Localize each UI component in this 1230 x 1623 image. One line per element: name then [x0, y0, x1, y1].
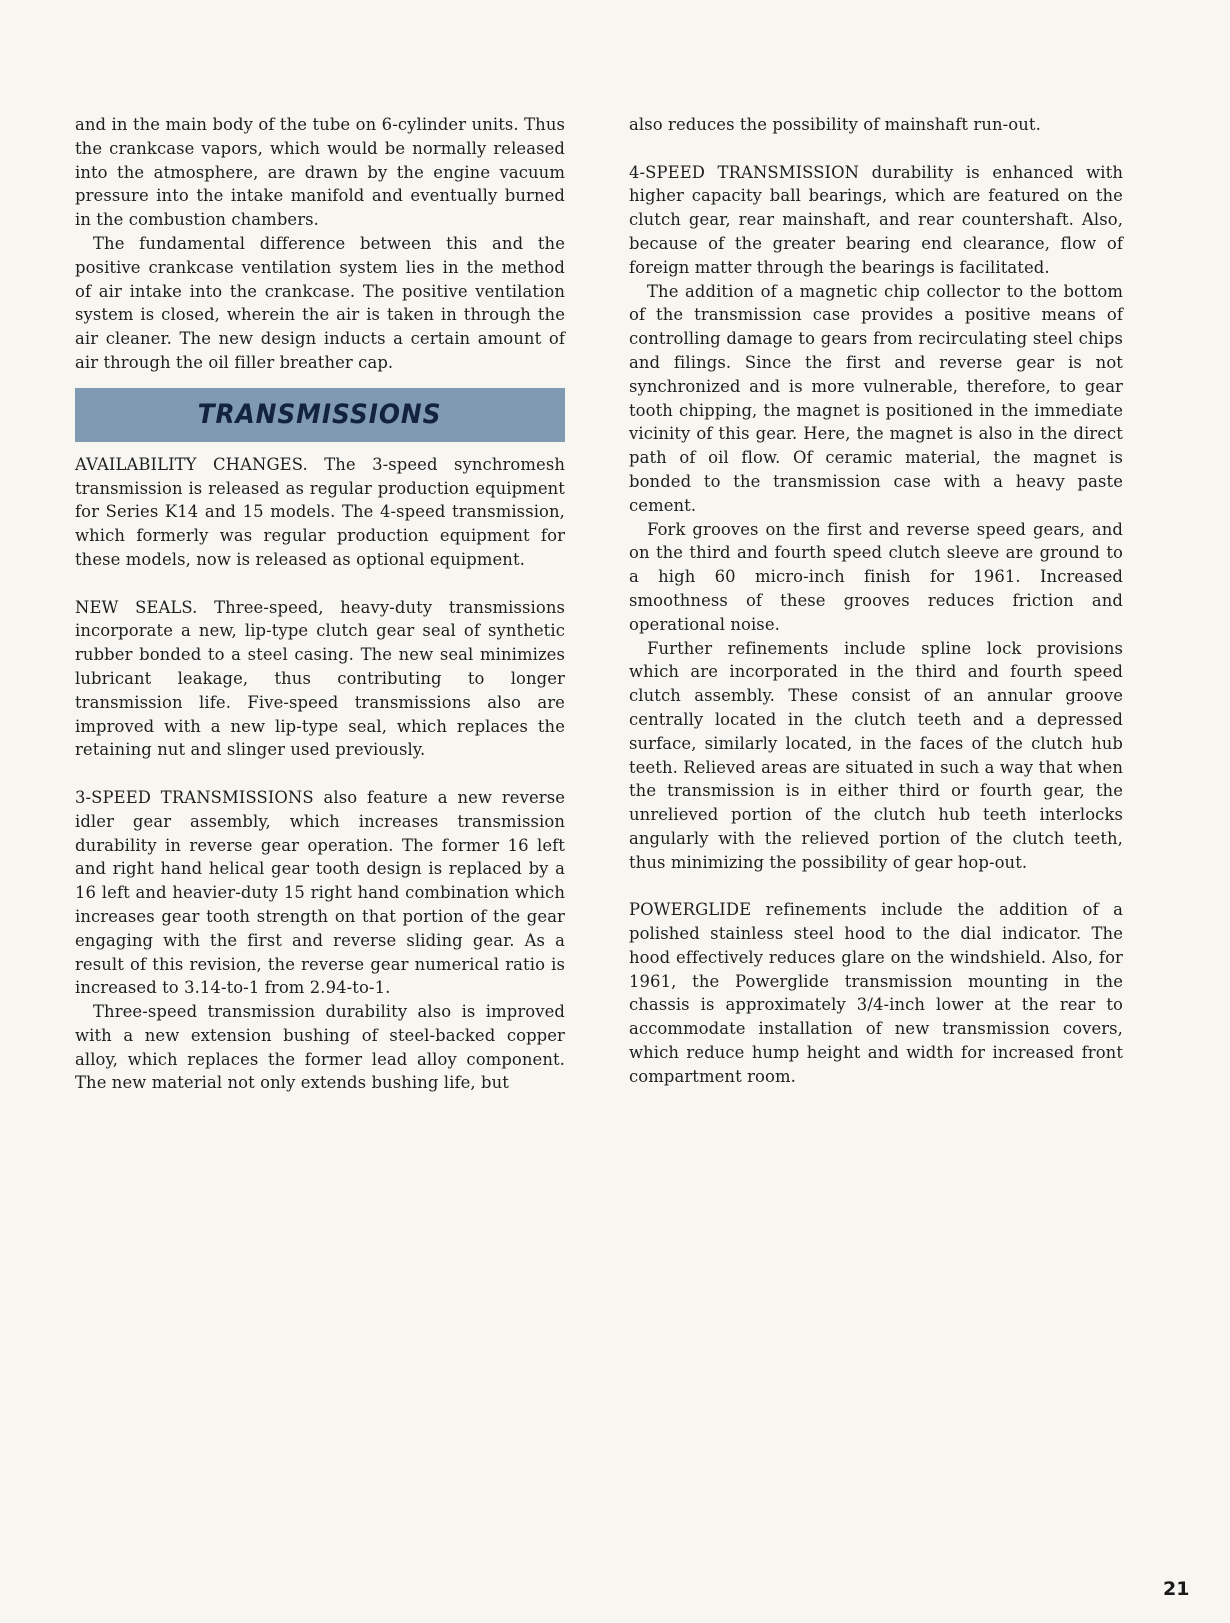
paragraph-mainshaft-runout: also reduces the possibility of mainshaft run-out.: [629, 115, 1041, 134]
paragraph-magnetic-chip-collector: The addition of a magnetic chip collector to the bottom of the transmission case provides a positive means of controlling damage to gears from recirculating steel chips and filings. Since the first and reverse gear is not synchronized and is more vulnerable, therefore, to gear tooth chipping, the magnet is positioned in the immediate vicinity of this gear. Here, the magnet is also in the direct path of oil flow. Of ceramic material, the magnet is bonded to the transmission case with a heavy paste cement.: [629, 281, 1123, 515]
paragraph-ventilation-difference: The fundamental difference between this and the positive crankcase ventilation system lies in the method of air intake into the crankcase. The positive ventilation system is closed, wherein the air is taken in through the air cleaner. The new design inducts a certain amount of air through the oil filler breather cap.: [75, 233, 565, 372]
left-column: [75, 113, 565, 1095]
page-number: 21: [1163, 1578, 1190, 1600]
paragraph-three-speed-durability: Three-speed transmission durability also is improved with a new extension bushing of steel-backed copper alloy, which replaces the former lead alloy component. The new material not only extends bushing life, but: [75, 1002, 565, 1093]
paragraph-3-speed-transmissions: 3-SPEED TRANSMISSIONS also feature a new reverse idler gear assembly, which increases transmission durability in reverse gear operation. The former 16 left and right hand helical gear tooth design is replaced by a 16 left and heavier-duty 15 right hand combination which increases gear tooth strength on that portion of the gear engaging with the first and reverse sliding gear. As a result of this revision, the reverse gear numerical ratio is increased to 3.14-to-1 from 2.94-to-1.: [75, 787, 565, 998]
paragraph-crankcase-vapors: and in the main body of the tube on 6-cylinder units. Thus the crankcase vapors, which would be normally released into the atmosphere, are drawn by the engine vacuum pressure into the intake manifold and eventually burned in the combustion chambers.: [75, 115, 565, 230]
right-column: [629, 113, 1123, 1089]
paragraph-availability-changes: AVAILABILITY CHANGES. The 3-speed synchromesh transmission is released as regular production equipment for Series K14 and 15 models. The 4-speed transmission, which formerly was regular production equipment for these models, now is released as optional equipment.: [75, 454, 565, 569]
section-heading-transmissions: TRANSMISSIONS: [198, 398, 442, 430]
paragraph-fork-grooves: Fork grooves on the first and reverse speed gears, and on the third and fourth speed clutch sleeve are ground to a high 60 micro-inch finish for 1961. Increased smoothness of these grooves reduces friction and operational noise.: [629, 519, 1123, 634]
paragraph-spline-lock: Further refinements include spline lock provisions which are incorporated in the third and fourth speed clutch assembly. These consist of an annular groove centrally located in the clutch teeth and a depressed surface, similarly located, in the faces of the clutch hub teeth. Relieved areas are situated in such a way that when the transmission is in either third or fourth gear, the unrelieved portion of the clutch hub teeth interlocks angularly with the relieved portion of the clutch teeth, thus minimizing the possibility of gear hop-out.: [629, 638, 1123, 872]
paragraph-4-speed-transmission: 4-SPEED TRANSMISSION durability is enhanced with higher capacity ball bearings, which are featured on the clutch gear, rear mainshaft, and rear countershaft. Also, because of the greater bearing end clearance, flow of foreign matter through the bearings is facilitated.: [629, 162, 1123, 277]
paragraph-powerglide: POWERGLIDE refinements include the addition of a polished stainless steel hood to the dial indicator. The hood effectively reduces glare on the windshield. Also, for 1961, the Powerglide transmission mounting in the chassis is approximately 3/4-inch lower at the rear to accommodate installation of new transmission covers, which reduce hump height and width for increased front compartment room.: [629, 900, 1123, 1086]
paragraph-new-seals: NEW SEALS. Three-speed, heavy-duty transmissions incorporate a new, lip-type clutch gear seal of synthetic rubber bonded to a steel casing. The new seal minimizes lubricant leakage, thus contributing to longer transmission life. Five-speed transmissions also are improved with a new lip-type seal, which replaces the retaining nut and slinger used previously.: [75, 597, 565, 760]
section-heading-bar: [75, 388, 565, 442]
